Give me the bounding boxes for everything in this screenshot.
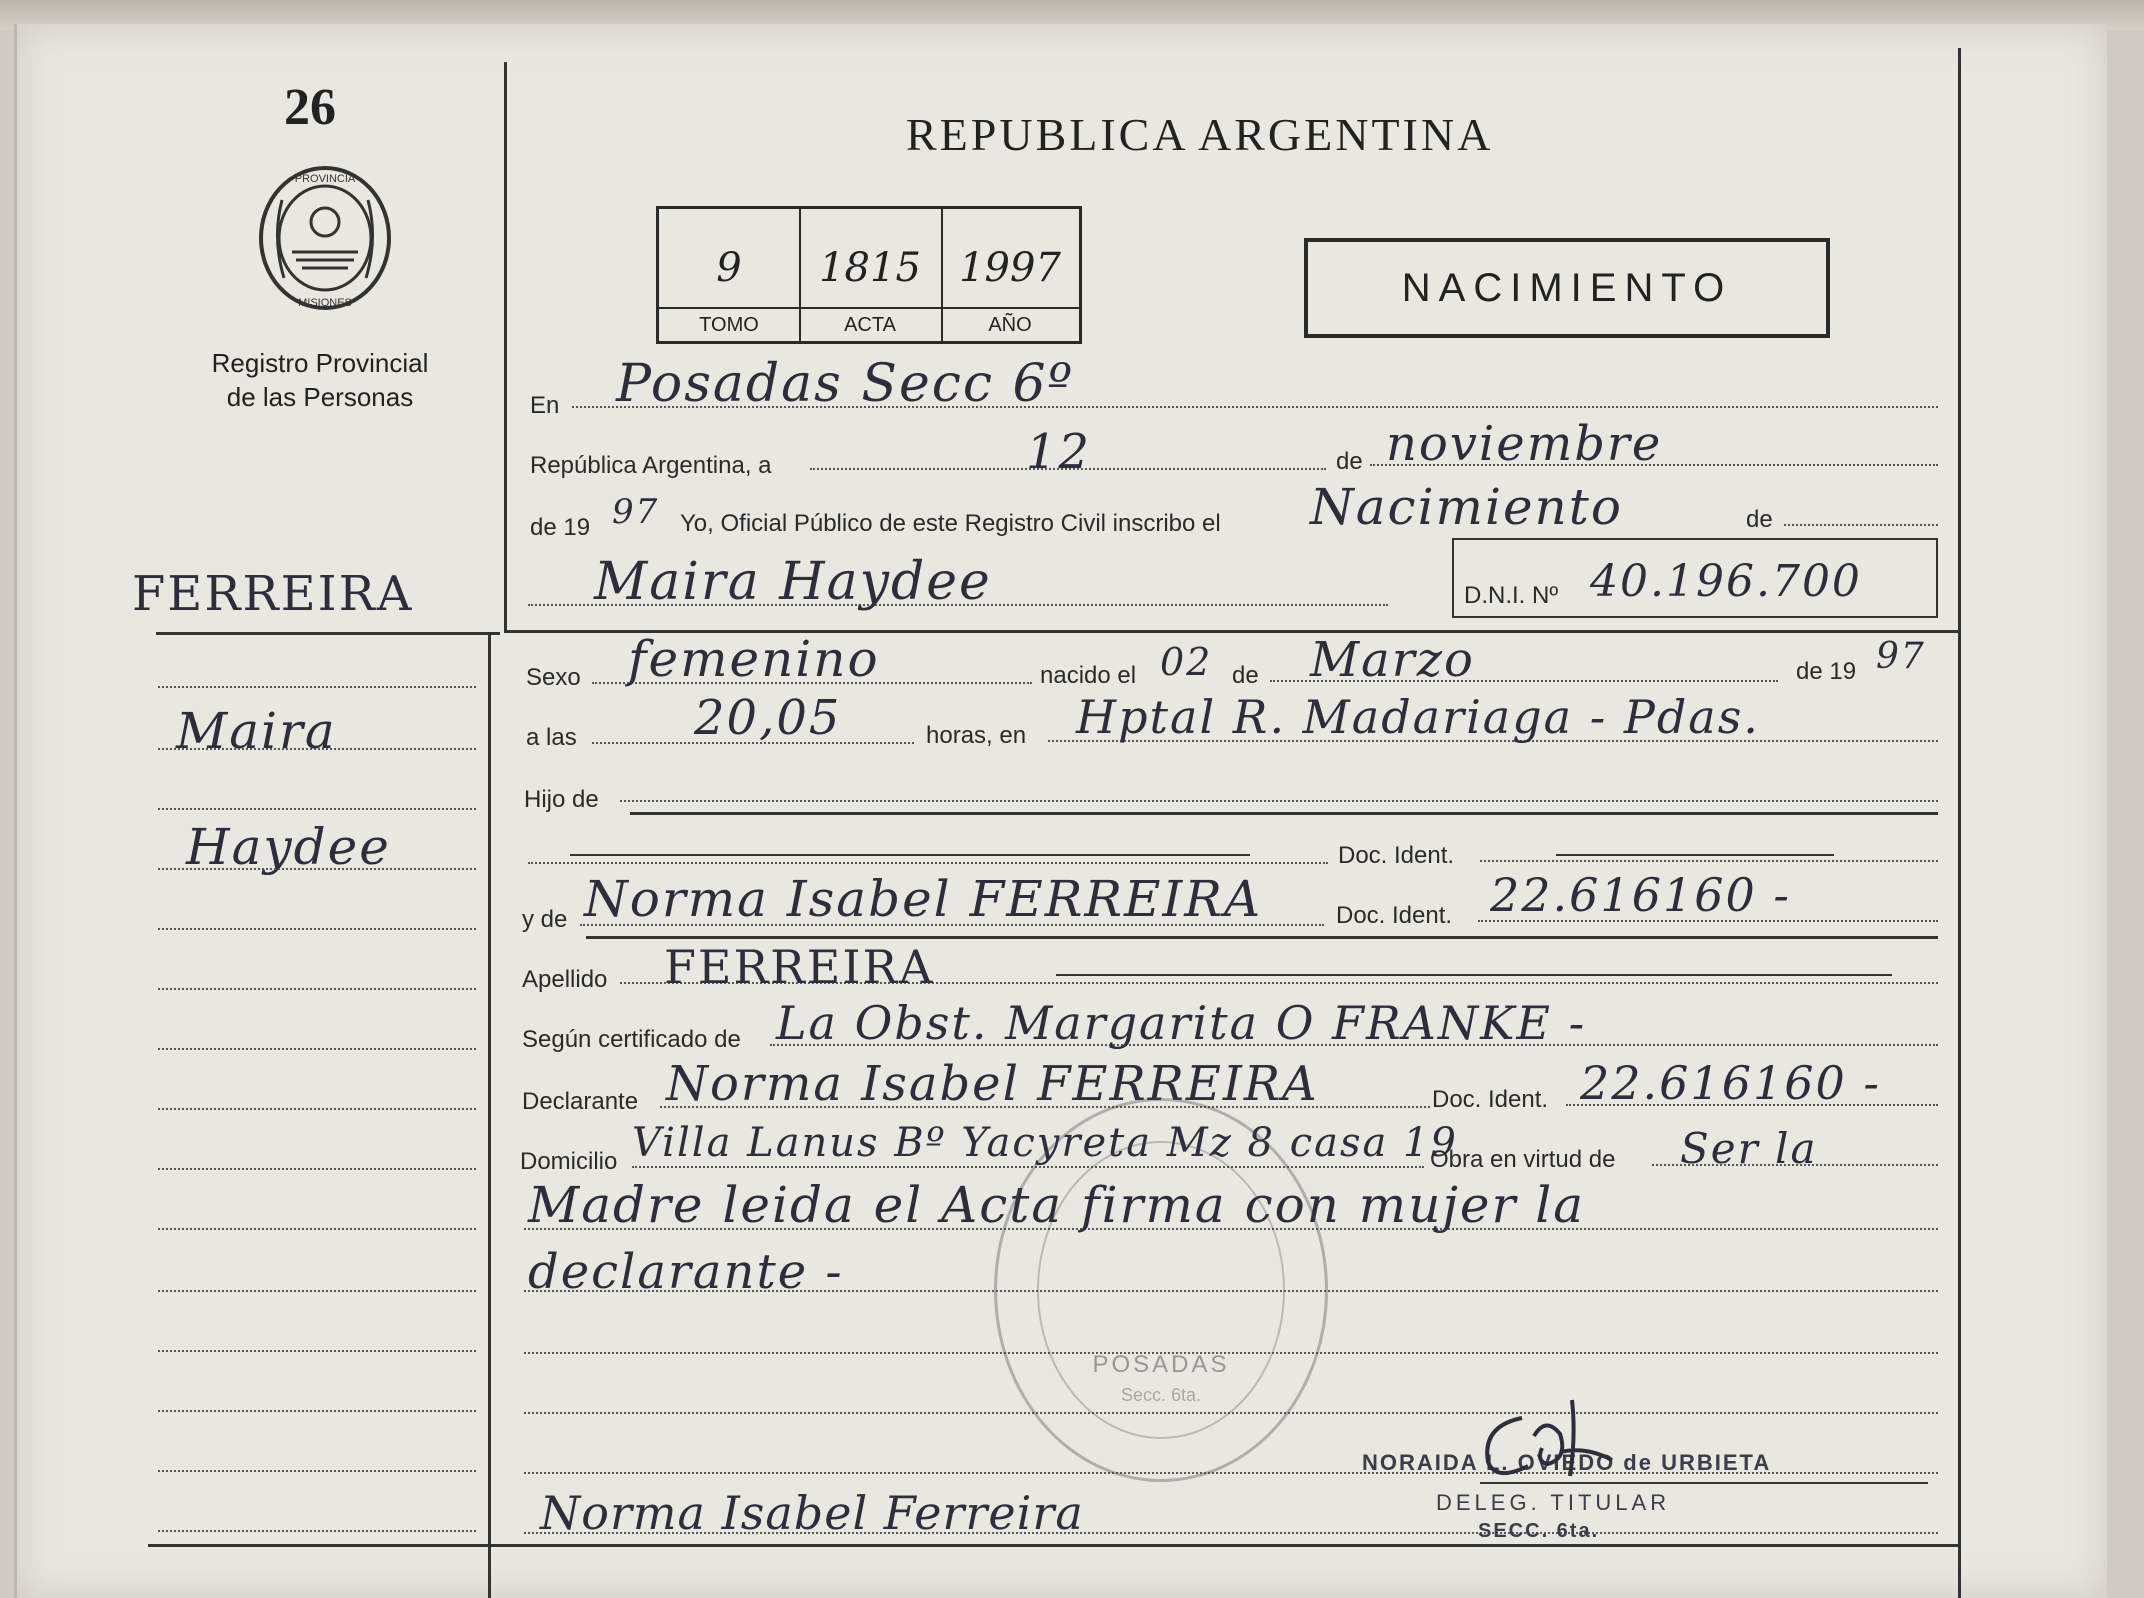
folio-number: 26 <box>284 79 336 136</box>
seal-city: POSADAS <box>1092 1351 1230 1378</box>
dni-value: 40.196.700 <box>1590 556 1862 607</box>
margin-surname: FERREIRA <box>132 566 414 622</box>
svg-text:MISIONES: MISIONES <box>298 297 352 309</box>
sexo-value: femenino <box>628 630 880 688</box>
column-divider <box>488 632 491 1598</box>
nacido-label: nacido el <box>1040 662 1137 689</box>
birth-day-value: 02 <box>1160 640 1213 684</box>
margin-dotted-line <box>158 808 476 810</box>
registry-seal-stamp <box>994 1098 1328 1482</box>
mother-line <box>580 924 1324 926</box>
notes-line-1: Madre leida el Acta firma con mujer la <box>528 1176 1586 1234</box>
margin-dotted-line <box>158 1228 476 1230</box>
document-type-box: NACIMIENTO <box>1304 238 1830 338</box>
margin-dotted-line <box>158 1048 476 1050</box>
yde-label: y de <box>522 906 568 933</box>
margin-dotted-line <box>158 928 476 930</box>
margin-dotted-line <box>158 1350 476 1352</box>
margin-dotted-line <box>158 1108 476 1110</box>
declarante-label: Declarante <box>522 1088 639 1115</box>
acta-value: 1815 <box>819 245 921 291</box>
de19-label-2: de 19 <box>1796 658 1857 685</box>
doc-strike <box>1556 854 1834 856</box>
republica-label: República Argentina, a <box>530 452 772 479</box>
en-value: Posadas Secc 6º <box>616 354 1075 414</box>
margin-underline <box>156 632 500 635</box>
year-value: 97 <box>612 492 660 532</box>
provincia-misiones-emblem-icon <box>252 160 398 316</box>
hijo-line <box>620 800 1938 802</box>
ano-label: AÑO <box>941 307 1079 341</box>
hijo-strike <box>630 812 1938 815</box>
de19-label: de 19 <box>530 514 591 541</box>
notes-line-2: declarante - <box>528 1244 844 1300</box>
de-label: de <box>1336 448 1363 475</box>
seal-section: Secc. 6ta. <box>1120 1385 1202 1405</box>
declarante-doc-value: 22.616160 - <box>1580 1056 1881 1110</box>
bottom-rule <box>148 1544 1958 1547</box>
margin-dotted-line <box>158 1168 476 1170</box>
margin-dotted-line <box>158 1470 476 1472</box>
declarante-value: Norma Isabel FERREIRA <box>666 1056 1319 1112</box>
margin-first-name: Maira <box>176 702 337 760</box>
record-number-box <box>656 206 1082 344</box>
hijo-label: Hijo de <box>524 786 599 813</box>
doc-line <box>1480 860 1938 862</box>
official-signature-scribble <box>1476 1396 1616 1486</box>
obra-value: Ser la <box>1680 1124 1818 1173</box>
dni-label: D.N.I. Nº <box>1464 582 1559 609</box>
acta-label: ACTA <box>799 307 941 341</box>
ano-cell <box>941 209 1079 341</box>
month-value: noviembre <box>1386 416 1663 472</box>
inscribo-value: Nacimiento <box>1310 478 1623 536</box>
horas-label: horas, en <box>926 722 1027 749</box>
column-divider <box>504 62 507 632</box>
hour-value: 20,05 <box>694 690 842 746</box>
tomo-value: 9 <box>716 245 742 291</box>
margin-dotted-line <box>158 988 476 990</box>
margin-dotted-line <box>158 748 476 750</box>
de-after-label: de <box>1746 506 1773 533</box>
margin-dotted-line <box>158 1530 476 1532</box>
segun-label: Según certificado de <box>522 1026 741 1053</box>
svg-text:PROVINCIA: PROVINCIA <box>294 173 356 185</box>
mother-doc-value: 22.616160 - <box>1490 868 1791 922</box>
margin-dotted-line <box>158 868 476 870</box>
mother-value: Norma Isabel FERREIRA <box>584 870 1263 928</box>
birth-year-value: 97 <box>1876 636 1926 677</box>
acta-cell <box>799 209 943 341</box>
father-strike <box>570 854 1250 856</box>
domicilio-value: Villa Lanus Bº Yacyreta Mz 8 casa 19 <box>632 1120 1458 1166</box>
apellido-label: Apellido <box>522 966 608 993</box>
margin-dotted-line <box>158 686 476 688</box>
tomo-label: TOMO <box>659 307 799 341</box>
obra-label: Obra en virtud de <box>1430 1146 1616 1173</box>
registry-name: Registro Provincial de las Personas <box>211 348 429 412</box>
doc-label-2: Doc. Ident. <box>1336 902 1453 929</box>
oficial-label: Yo, Oficial Público de este Registro Civil inscribo el <box>680 510 1221 537</box>
apellido-value: FERREIRA <box>664 940 935 994</box>
de-after-line <box>1784 524 1938 526</box>
en-label: En <box>530 392 560 419</box>
alas-label: a las <box>526 724 577 751</box>
apellido-strike <box>1056 974 1892 976</box>
margin-second-name: Haydee <box>186 818 391 876</box>
father-doc-line <box>528 862 1328 864</box>
official-title-stamp: DELEG. TITULAR <box>1436 1490 1671 1515</box>
official-section-stamp: SECC. 6ta. <box>1478 1520 1600 1542</box>
declarant-signature: Norma Isabel Ferreira <box>540 1486 1084 1540</box>
domicilio-line <box>632 1166 1424 1168</box>
tomo-cell <box>659 209 801 341</box>
ano-value: 1997 <box>959 245 1061 291</box>
margin-dotted-line <box>158 1290 476 1292</box>
doc-label-3: Doc. Ident. <box>1432 1086 1549 1113</box>
place-value: Hptal R. Madariaga - Pdas. <box>1076 690 1760 744</box>
sexo-label: Sexo <box>526 664 581 691</box>
child-name-value: Maira Haydee <box>594 552 992 612</box>
right-border <box>1958 48 1961 1598</box>
country-title: REPUBLICA ARGENTINA <box>906 109 1494 160</box>
birth-month-value: Marzo <box>1310 632 1475 688</box>
day-value: 12 <box>1026 424 1092 480</box>
margin-dotted-line <box>158 1410 476 1412</box>
segun-value: La Obst. Margarita O FRANKE - <box>776 996 1587 1050</box>
doc-label: Doc. Ident. <box>1338 842 1455 869</box>
official-name-stamp: NORAIDA L. OVIEDO de URBIETA <box>1362 1450 1772 1475</box>
domicilio-label: Domicilio <box>520 1148 618 1175</box>
de-label-2: de <box>1232 662 1259 689</box>
mother-underline <box>586 936 1938 939</box>
